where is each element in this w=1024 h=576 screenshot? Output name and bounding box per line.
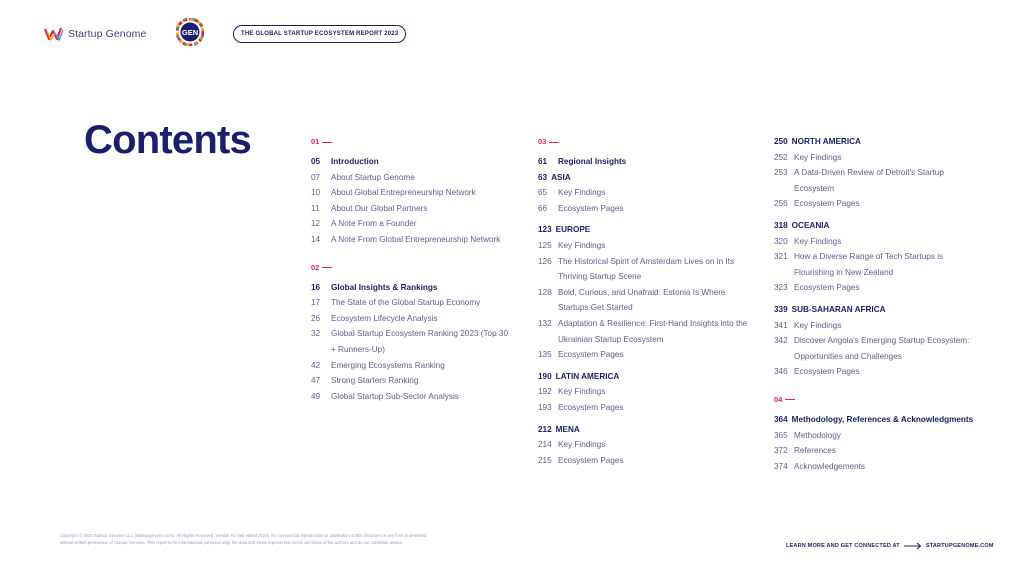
toc-entry-label: Ecosystem Pages <box>558 350 624 360</box>
toc-page-number: 42 <box>311 360 321 370</box>
toc-entry-label: OCEANIA <box>791 220 830 230</box>
toc-region-heading[interactable] <box>774 302 984 318</box>
toc-entry[interactable] <box>774 150 984 166</box>
toc-entry[interactable] <box>774 280 984 296</box>
toc-entry[interactable] <box>538 238 748 254</box>
toc-page-number: 250 <box>774 137 788 146</box>
toc-entry-label: Key Findings <box>794 236 842 246</box>
toc-entry-label: About Startup Genome <box>331 172 415 182</box>
toc-page-number: 321 <box>774 252 788 262</box>
toc-entry-label: A Note From Global Entrepreneurship Network <box>331 234 501 244</box>
toc-entry-label: Strong Starters Ranking <box>331 376 419 386</box>
toc-page-number: 123 <box>538 225 552 235</box>
report-title-badge: THE GLOBAL STARTUP ECOSYSTEM REPORT 2023 <box>233 25 406 43</box>
toc-section-heading[interactable] <box>311 154 511 170</box>
toc-entry[interactable] <box>311 295 511 311</box>
toc-entry[interactable] <box>311 326 511 357</box>
toc-page-number: 26 <box>311 313 321 323</box>
toc-entry-label: Ecosystem Lifecycle Analysis <box>331 313 438 323</box>
toc-entry[interactable] <box>774 443 984 459</box>
toc-page-number: 253 <box>774 168 788 178</box>
toc-entry[interactable] <box>311 201 511 217</box>
toc-page-number: 125 <box>538 240 552 250</box>
toc-entry-label: The Historical Spirit of Amsterdam Lives on in Its Thriving Startup Scene <box>558 256 735 282</box>
toc-page-number: 364 <box>774 414 788 424</box>
toc-entry-label: The State of the Global Startup Economy <box>331 298 481 308</box>
toc-entry[interactable] <box>538 201 748 217</box>
toc-entry[interactable] <box>774 196 984 212</box>
toc-entry-label: Key Findings <box>558 440 606 450</box>
toc-section-03 <box>538 154 748 468</box>
toc-page-number: 16 <box>311 282 321 292</box>
toc-entry-label: NORTH AMERICA <box>791 137 861 146</box>
toc-entry[interactable] <box>538 185 748 201</box>
footer-cta <box>786 542 994 550</box>
toc-entry-label: Ecosystem Pages <box>794 367 860 377</box>
toc-page-number: 61 <box>538 157 548 166</box>
section-number-04: 04 <box>774 392 984 406</box>
cta-text: LEARN MORE AND GET CONNECTED AT <box>786 543 900 549</box>
toc-entry-label: Adaptation & Resilience: First-Hand Insights into the Ukrainian Startup Ecosystem <box>558 318 748 344</box>
toc-entry-label: Global Startup Ecosystem Ranking 2023 (Top 30 + Runners-Up) <box>331 329 509 354</box>
toc-entry-label: Regional Insights <box>558 157 627 166</box>
toc-entry-label: Ecosystem Pages <box>794 283 860 293</box>
toc-entry[interactable] <box>311 389 511 405</box>
toc-entry[interactable] <box>774 249 984 280</box>
toc-column-2 <box>538 134 748 468</box>
toc-entry-label: A Data-Driven Review of Detroit's Startup Ecosystem <box>794 168 944 193</box>
toc-page-number: 07 <box>311 172 321 182</box>
toc-entry-label: Key Findings <box>794 152 842 162</box>
toc-page-number: 342 <box>774 336 788 346</box>
section-number-02: 02 <box>311 260 511 274</box>
startup-genome-logo-icon <box>44 25 64 43</box>
toc-entry[interactable] <box>774 318 984 334</box>
toc-entry-label: Methodology <box>794 430 841 440</box>
toc-entry-label: Introduction <box>331 157 379 166</box>
toc-page-number: 346 <box>774 367 788 377</box>
toc-entry-label: Global Insights & Rankings <box>331 282 438 292</box>
toc-page-number: 339 <box>774 304 788 314</box>
toc-entry-label: Emerging Ecosystems Ranking <box>331 360 445 370</box>
toc-entry-label: A Note From a Founder <box>331 219 417 229</box>
toc-entry[interactable] <box>774 428 984 444</box>
toc-region-heading[interactable] <box>538 422 748 438</box>
toc-section-heading[interactable] <box>311 280 511 296</box>
toc-page-number: 47 <box>311 376 321 386</box>
toc-entry-label: Ecosystem Pages <box>794 199 860 209</box>
toc-entry-label: Methodology, References & Acknowledgments <box>791 414 974 424</box>
toc-entry[interactable] <box>311 232 511 248</box>
toc-entry-label: Key Findings <box>794 320 842 330</box>
toc-section-02 <box>311 280 511 405</box>
toc-entry-label: Key Findings <box>558 188 606 198</box>
toc-entry[interactable] <box>774 165 984 196</box>
toc-page-number: 365 <box>774 430 788 440</box>
toc-entry[interactable] <box>774 234 984 250</box>
toc-entry-label: About Global Entrepreneurship Network <box>331 188 476 198</box>
page-title: Contents <box>84 118 251 162</box>
toc-entry[interactable] <box>538 285 748 316</box>
toc-page-number: 252 <box>774 152 788 162</box>
toc-entry[interactable] <box>774 364 984 380</box>
toc-page-number: 32 <box>311 329 321 339</box>
toc-page-number: 320 <box>774 236 788 246</box>
toc-entry[interactable] <box>538 347 748 363</box>
toc-region-heading[interactable] <box>774 218 984 234</box>
toc-page-number: 190 <box>538 371 552 381</box>
toc-entry[interactable] <box>311 185 511 201</box>
toc-column-1 <box>311 134 511 404</box>
toc-entry-label: Discover Angola's Emerging Startup Ecosystem: Opportunities and Challenges <box>794 336 970 361</box>
toc-entry-label: MENA <box>555 424 580 434</box>
toc-entry-label: ASIA <box>551 172 571 182</box>
toc-page-number: 132 <box>538 318 552 328</box>
toc-page-number: 374 <box>774 461 788 471</box>
toc-page-number: 318 <box>774 220 788 230</box>
toc-entry-label: Global Startup Sub-Sector Analysis <box>331 391 459 401</box>
toc-page-number: 193 <box>538 402 552 412</box>
toc-page-number: 256 <box>774 199 788 209</box>
website-link[interactable]: STARTUPGENOME.COM <box>925 543 994 549</box>
toc-section-01 <box>311 154 511 248</box>
toc-entry-label: Key Findings <box>558 240 606 250</box>
toc-page-number: 14 <box>311 234 321 244</box>
toc-entry[interactable] <box>774 459 984 475</box>
toc-entry-label: EUROPE <box>555 225 591 235</box>
toc-region-heading[interactable] <box>774 412 984 428</box>
toc-entry[interactable] <box>311 373 511 389</box>
toc-region-heading[interactable] <box>538 170 748 186</box>
toc-entry-label: About Our Global Partners <box>331 203 428 213</box>
brand-name: Startup Genome <box>68 28 147 40</box>
toc-entry-label: Key Findings <box>558 387 606 397</box>
toc-region-heading[interactable] <box>774 134 984 150</box>
toc-entry[interactable] <box>311 170 511 186</box>
toc-page-number: 65 <box>538 188 548 198</box>
toc-entry-label: Ecosystem Pages <box>558 455 624 465</box>
toc-page-number: 49 <box>311 391 321 401</box>
toc-column-3 <box>774 134 984 474</box>
toc-page-number: 215 <box>538 455 552 465</box>
toc-page-number: 11 <box>311 203 320 213</box>
toc-entry[interactable] <box>311 358 511 374</box>
toc-region-heading[interactable] <box>538 369 748 385</box>
toc-entry-label: Bold, Curious, and Unafraid: Estonia Is Where Startups Get Started <box>558 287 726 313</box>
copyright-notice: Copyright © 2023 Startup Genome LLC (startupgenome.com). All Rights Reserved. Version #1 (last edited 2023). No commercial reproduction or distribution of this document in any form is permitted without written permission of Startup Genome. This report is for informational purposes only; the data and views represented herein are those of the authors and do not constitute advice. <box>60 533 427 545</box>
toc-section-04 <box>774 412 984 474</box>
toc-page-number: 135 <box>538 350 552 360</box>
toc-page-number: 17 <box>311 298 321 308</box>
gen-logo-icon[interactable] <box>176 18 204 46</box>
toc-entry[interactable] <box>538 400 748 416</box>
toc-entry[interactable] <box>538 437 748 453</box>
toc-entry-label: LATIN AMERICA <box>555 371 620 381</box>
toc-page-number: 05 <box>311 157 321 166</box>
toc-entry-label: References <box>794 446 836 456</box>
toc-page-number: 323 <box>774 283 788 293</box>
toc-page-number: 12 <box>311 219 321 229</box>
toc-page-number: 212 <box>538 424 552 434</box>
toc-page-number: 214 <box>538 440 552 450</box>
toc-region-heading[interactable] <box>538 222 748 238</box>
section-number-03: 03 <box>538 134 748 148</box>
toc-entry[interactable] <box>311 311 511 327</box>
toc-entry[interactable] <box>538 453 748 469</box>
arrow-right-icon <box>904 542 922 550</box>
toc-page-number: 66 <box>538 203 548 213</box>
toc-entry-label: Acknowledgements <box>794 461 865 471</box>
toc-page-number: 372 <box>774 446 788 456</box>
toc-page-number: 341 <box>774 320 788 330</box>
toc-page-number: 10 <box>311 188 321 198</box>
toc-page-number: 192 <box>538 387 552 397</box>
toc-entry[interactable] <box>538 384 748 400</box>
toc-entry[interactable] <box>538 254 748 285</box>
toc-entry[interactable] <box>538 316 748 347</box>
toc-entry-label: SUB-SAHARAN AFRICA <box>791 304 886 314</box>
toc-section-heading[interactable] <box>538 154 748 170</box>
toc-entry[interactable] <box>311 216 511 232</box>
gen-badge-text: GEN <box>181 27 199 37</box>
section-number-01: 01 <box>311 134 511 148</box>
toc-entry-label: Ecosystem Pages <box>558 203 624 213</box>
toc-entry[interactable] <box>774 333 984 364</box>
toc-page-number: 126 <box>538 256 552 266</box>
header <box>44 18 146 50</box>
toc-entry-label: Ecosystem Pages <box>558 402 624 412</box>
toc-page-number: 63 <box>538 172 548 182</box>
startup-genome-logo[interactable] <box>44 25 146 43</box>
toc-section-03-continued <box>774 134 984 380</box>
toc-entry-label: How a Diverse Range of Tech Startups is Flourishing in New Zealand <box>794 252 944 277</box>
toc-page-number: 128 <box>538 287 552 297</box>
